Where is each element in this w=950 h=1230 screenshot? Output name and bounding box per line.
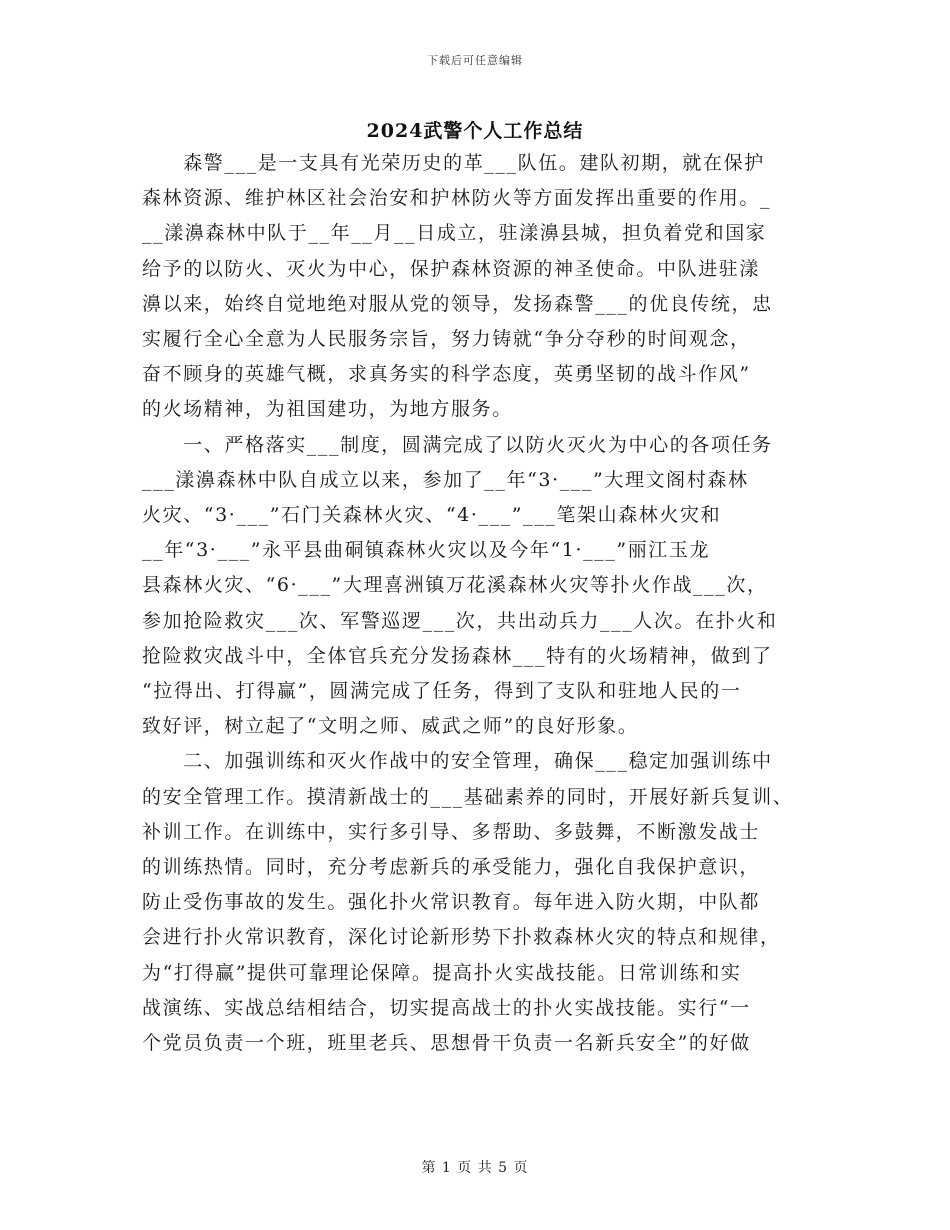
text-line: 濞以来，始终自觉地绝对服从党的领导，发扬森警___的优良传统，忠	[142, 292, 773, 315]
text-line: 的训练热情。同时，充分考虑新兵的承受能力，强化自我保护意识，	[142, 856, 761, 879]
text-line: 的安全管理工作。摸清新战士的___基础素养的同时，开展好新兵复训、	[142, 785, 794, 808]
text-line: 奋不顾身的英雄气概，求真务实的科学态度，英勇坚韧的战斗作风”	[142, 363, 751, 386]
page-footer-indicator: 第 1 页 共 5 页	[421, 1160, 529, 1176]
text-line: 县森林火灾、“6·___”大理喜洲镇万花溪森林火灾等扑火作战___次，	[142, 574, 768, 597]
text-line: 参加抢险救灾___次、军警巡逻___次，共出动兵力___人次。在扑火和	[142, 609, 778, 632]
text-line: “拉得出、打得赢”，圆满完成了任务，得到了支队和驻地人民的一	[142, 680, 742, 703]
text-line: 为“打得赢”提供可靠理论保障。提高扑火实战技能。日常训练和实	[142, 961, 742, 984]
text-line: 二、加强训练和灭火作战中的安全管理，确保___稳定加强训练中	[142, 750, 773, 773]
text-line: 会进行扑火常识教育，深化讨论新形势下扑救森林火灾的特点和规律，	[142, 926, 781, 949]
text-line: 补训工作。在训练中，实行多引导、多帮助、多鼓舞，不断激发战士	[142, 820, 761, 843]
document-body	[142, 146, 808, 1061]
text-line: 个党员负责一个班，班里老兵、思想骨干负责一名新兵安全”的好做	[142, 1032, 751, 1055]
document-title: 2024武警个人工作总结	[366, 120, 584, 142]
text-line: 实履行全心全意为人民服务宗旨，努力铸就“争分夺秒的时间观念，	[142, 328, 751, 351]
text-line: __年“3·___”永平县曲硐镇森林火灾以及今年“1·___”丽江玉龙	[142, 539, 711, 562]
text-line: 抢险救灾战斗中，全体官兵充分发扬森林___特有的火场精神，做到了	[142, 644, 773, 667]
paragraph-section-one	[142, 428, 808, 745]
text-line: ___漾濞森林中队自成立以来，参加了__年“3·___”大理文阁村森林	[142, 468, 749, 491]
paragraph-intro	[142, 146, 808, 428]
text-line: 森警___是一支具有光荣历史的革___队伍。建队初期，就在保护	[142, 152, 765, 174]
text-line: 给予的以防火、灭火为中心，保护森林资源的神圣使命。中队进驻漾	[142, 257, 761, 280]
text-line: 一、严格落实___制度，圆满完成了以防火灭火为中心的各项任务	[142, 433, 773, 456]
text-line: 致好评，树立起了“文明之师、威武之师”的良好形象。	[142, 715, 639, 738]
text-line: 的火场精神，为祖国建功，为地方服务。	[142, 398, 513, 421]
text-line: 防止受伤事故的发生。强化扑火常识教育。每年进入防火期，中队都	[142, 891, 761, 914]
text-line: 火灾、“3·___”石门关森林火灾、“4·___”___笔架山森林火灾和	[142, 504, 722, 527]
text-line: 森林资源、维护林区社会治安和护林防火等方面发挥出重要的作用。_	[142, 187, 772, 210]
text-line: 战演练、实战总结相结合，切实提高战士的扑火实战技能。实行“一	[142, 996, 751, 1019]
text-line: __漾濞森林中队于__年__月__日成立，驻漾濞县城，担负着党和国家	[142, 222, 767, 245]
paragraph-section-two	[142, 744, 808, 1061]
page-header-note: 下载后可任意编辑	[427, 54, 523, 67]
